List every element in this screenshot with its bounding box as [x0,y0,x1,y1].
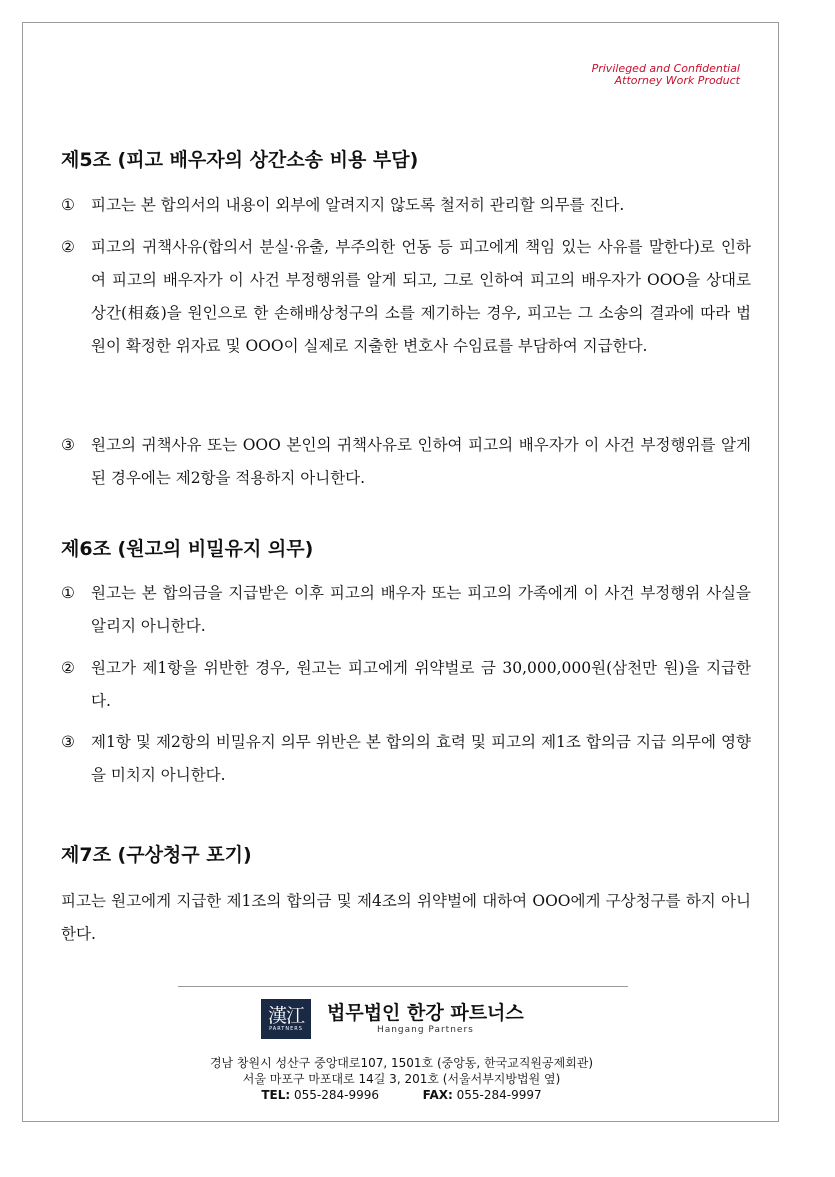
firm-name-english: Hangang Partners [376,1025,474,1035]
article-5-clause-2 [61,231,751,363]
confidential-line-2: Attorney Work Product [614,74,740,87]
article-5-title: 제5조 (피고 배우자의 상간소송 비용 부담) [61,149,419,171]
firm-name [327,1002,524,1036]
footer-divider [178,986,628,987]
document-page [22,22,779,1122]
article-6-clause-2 [61,652,751,718]
tel-number: 055-284-9996 [293,1088,379,1102]
address-line-1: 경남 창원시 성산구 중앙대로107, 1501호 (중앙동, 한국교직원공제회관) [209,1056,594,1070]
clause-number: ③ [61,436,75,454]
logo-sub: PARTNERS [269,1025,303,1032]
clause-text: 원고가 제1항을 위반한 경우, 원고는 피고에게 위약벌로 금 30,000,000원(삼천만 원)을 지급한다. [91,659,751,710]
clause-text: 피고의 귀책사유(합의서 분실·유출, 부주의한 언동 등 피고에게 책임 있는 사유를 말한다)로 인하여 피고의 배우자가 이 사건 부정행위를 알게 되고, 그로 인하여 피고의 배우자가 OOO을 상대로 상간(相姦)을 원인으로 한 손해배상청구의 소를 제기하는 경우, 피고는 그 소송의 결과에 따라 법원이 확정한 위자료 및 OOO이 실제로 지출한 변호사 수임료를 부담하여 지급한다. [91,238,751,355]
article-5-clause-1 [61,189,751,222]
hangang-logo-icon [261,999,311,1039]
tel-label: TEL: [261,1088,291,1102]
logo-hanja: 漢江 [267,1004,304,1027]
clause-text: 원고의 귀책사유 또는 OOO 본인의 귀책사유로 인하여 피고의 배우자가 이 사건 부정행위를 알게 된 경우에는 제2항을 적용하지 아니한다. [91,436,751,487]
firm-logo [261,999,524,1039]
clause-number: ③ [61,733,75,751]
article-6-clause-1 [61,577,751,643]
firm-name-korean: 법무법인 한강 파트너스 [327,1002,524,1024]
clause-number: ② [61,238,75,256]
article-7-title: 제7조 (구상청구 포기) [61,844,252,866]
clause-number: ① [61,584,75,602]
contact-line [23,1088,780,1103]
clause-text: 원고는 본 합의금을 지급받은 이후 피고의 배우자 또는 피고의 가족에게 이 사건 부정행위 사실을 알리지 아니한다. [91,584,751,635]
clause-number: ② [61,659,75,677]
clause-text: 제1항 및 제2항의 비밀유지 의무 위반은 본 합의의 효력 및 피고의 제1조 합의금 지급 의무에 영향을 미치지 아니한다. [91,733,751,784]
article-6-clause-3 [61,726,751,792]
fax-number: 055-284-9997 [456,1088,542,1102]
clause-text: 피고는 본 합의서의 내용이 외부에 알려지지 않도록 철저히 관리할 의무를 진다. [91,196,625,214]
address-line-2: 서울 마포구 마포대로 14길 3, 201호 (서울서부지방법원 옆) [242,1072,561,1086]
article-5-clause-3 [61,429,751,495]
article-7-text: 피고는 원고에게 지급한 제1조의 합의금 및 제4조의 위약벌에 대하여 OOO에게 구상청구를 하지 아니한다. [61,892,751,943]
confidential-notice [592,63,740,87]
clause-number: ① [61,196,75,214]
confidential-line-1: Privileged and Confidential [591,62,740,75]
article-6-title: 제6조 (원고의 비밀유지 의무) [61,538,314,560]
fax-label: FAX: [422,1088,453,1102]
